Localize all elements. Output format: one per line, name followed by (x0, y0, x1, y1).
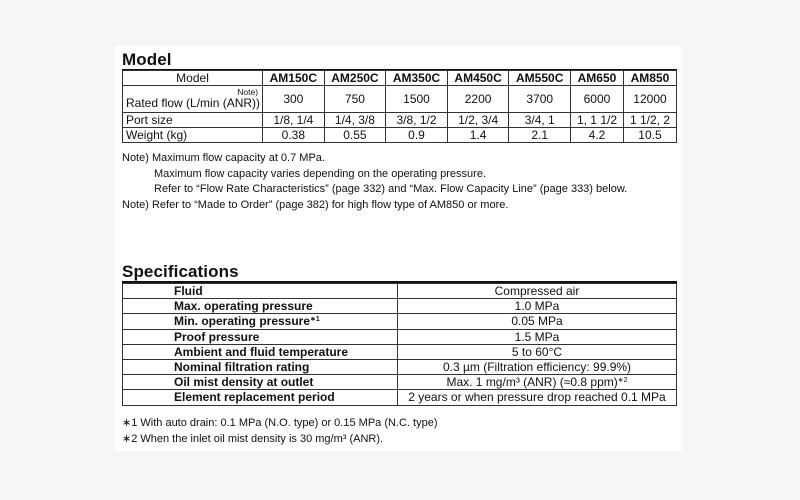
spec-value: 5 to 60°C (398, 344, 677, 359)
col-am650: AM650 (571, 71, 624, 86)
rated-flow-note: Note) (237, 87, 259, 97)
spec-item: Min. operating pressure$^{∗1}$ (123, 314, 398, 329)
port-size-row (123, 113, 677, 128)
col-am150c: AM150C (263, 71, 325, 86)
spec-row (123, 299, 677, 314)
spec-row (123, 344, 677, 359)
spec-row (123, 375, 677, 390)
specifications-table (122, 283, 677, 406)
spec-note-2: ∗2 When the inlet oil mist density is 30 mg/m³ (ANR). (122, 432, 384, 445)
specifications-notes (122, 416, 438, 447)
model-table (122, 70, 677, 143)
spec-value: 0.05 MPa (398, 314, 677, 329)
spec-item: Proof pressure (123, 329, 398, 344)
model-note-1: Note) Maximum flow capacity at 0.7 MPa. (122, 152, 325, 164)
spec-value: Max. 1 mg/m³ (ANR) (≈0.8 ppm)$^{∗2}$ (398, 375, 677, 390)
rated-flow-value: 6000 (571, 86, 624, 113)
spec-item: Ambient and fluid temperature (123, 344, 398, 359)
port-size-value: 1 1/2, 2 (623, 113, 676, 128)
model-notes (122, 151, 627, 213)
rated-flow-label-cell (123, 86, 263, 113)
rated-flow-value: 750 (324, 86, 386, 113)
spec-item: Fluid (123, 284, 398, 299)
model-note-4: Note) Refer to “Made to Order” (page 382) for high flow type of AM850 or more. (122, 198, 509, 211)
weight-row (123, 128, 677, 143)
port-size-value: 1/2, 3/4 (447, 113, 509, 128)
port-size-value: 3/8, 1/2 (386, 113, 448, 128)
col-am350c: AM350C (386, 71, 448, 86)
port-size-label: Port size (123, 113, 263, 128)
port-size-value: 1/4, 3/8 (324, 113, 386, 128)
spec-value: 1.0 MPa (398, 299, 677, 314)
spec-row (123, 284, 677, 299)
weight-value: 0.55 (324, 128, 386, 143)
weight-value: 10.5 (623, 128, 676, 143)
port-size-value: 3/4, 1 (509, 113, 571, 128)
spec-item: Max. operating pressure (123, 299, 398, 314)
spec-row (123, 359, 677, 374)
model-col-header: Model (123, 71, 263, 86)
col-am550c: AM550C (509, 71, 571, 86)
spec-value: Compressed air (398, 284, 677, 299)
model-note-2: Maximum flow capacity varies depending on the operating pressure. (154, 167, 487, 180)
col-am250c: AM250C (324, 71, 386, 86)
spec-item: Element replacement period (123, 390, 398, 405)
spec-item: Oil mist density at outlet (123, 375, 398, 390)
rated-flow-value: 3700 (509, 86, 571, 113)
weight-value: 4.2 (571, 128, 624, 143)
weight-value: 0.38 (263, 128, 325, 143)
weight-label: Weight (kg) (123, 128, 263, 143)
rated-flow-row (123, 86, 677, 113)
spec-value: 1.5 MPa (398, 329, 677, 344)
col-am450c: AM450C (447, 71, 509, 86)
spec-row (123, 329, 677, 344)
spec-item: Nominal filtration rating (123, 359, 398, 374)
port-size-value: 1/8, 1/4 (263, 113, 325, 128)
spec-value: 2 years or when pressure drop reached 0.1 MPa (398, 390, 677, 405)
spec-row (123, 314, 677, 329)
model-note-3: Refer to “Flow Rate Characteristics” (page 332) and “Max. Flow Capacity Line” (page 333) below. (154, 183, 628, 195)
document-panel (115, 46, 682, 451)
port-size-value: 1, 1 1/2 (571, 113, 624, 128)
weight-value: 1.4 (447, 128, 509, 143)
rated-flow-value: 1500 (386, 86, 448, 113)
model-header-row (123, 71, 677, 86)
rated-flow-label: Rated flow (L/min (ANR)) (126, 96, 261, 110)
col-am850: AM850 (623, 71, 676, 86)
spec-row (123, 390, 677, 405)
rated-flow-value: 300 (263, 86, 325, 113)
weight-value: 0.9 (386, 128, 448, 143)
specifications-heading: Specifications (122, 262, 239, 281)
spec-note-1: ∗1 With auto drain: 0.1 MPa (N.O. type) or 0.15 MPa (N.C. type) (122, 417, 438, 429)
spec-value: 0.3 µm (Filtration efficiency: 99.9%) (398, 359, 677, 374)
weight-value: 2.1 (509, 128, 571, 143)
rated-flow-value: 2200 (447, 86, 509, 113)
model-heading: Model (122, 50, 172, 69)
rated-flow-value: 12000 (623, 86, 676, 113)
